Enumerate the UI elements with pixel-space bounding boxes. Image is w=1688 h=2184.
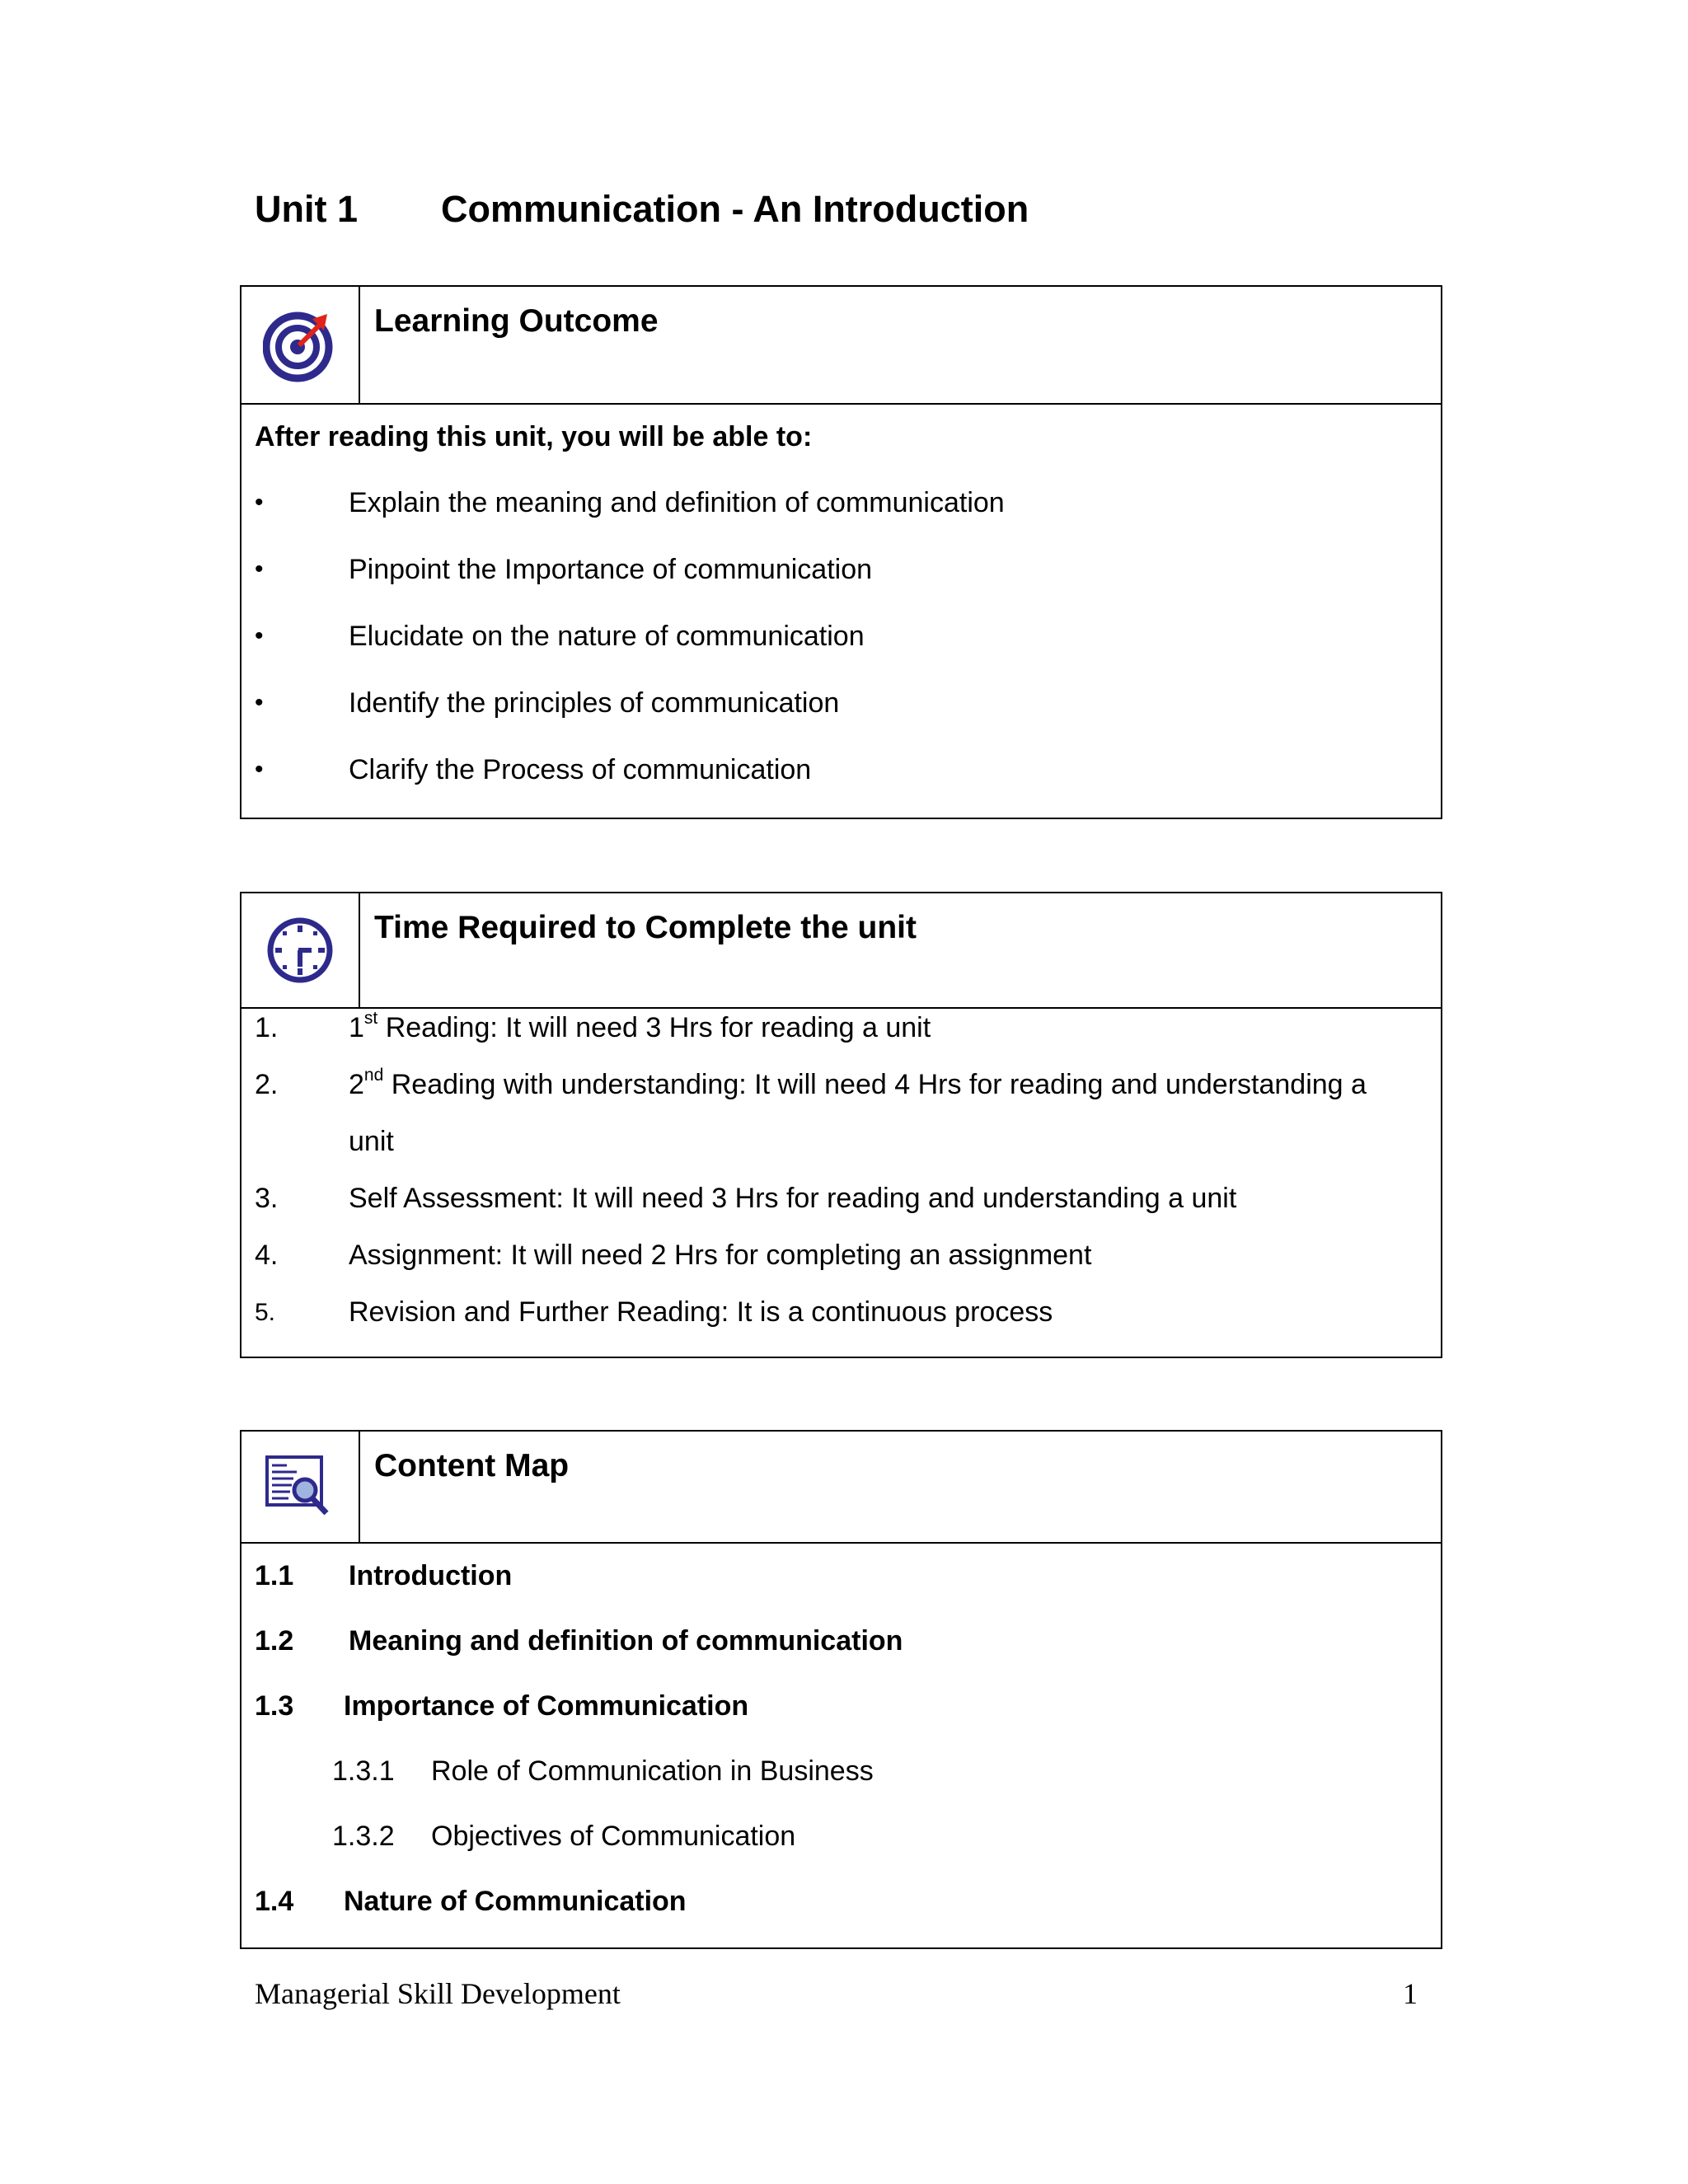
time-item-number: 2. — [255, 1069, 279, 1100]
learning-outcome-item: Elucidate on the nature of communication — [349, 621, 865, 652]
time-item-text: 2nd Reading with understanding: It will need 4 Hrs for reading and understanding a — [349, 1065, 1367, 1100]
content-item-number: 1.4 — [255, 1886, 294, 1917]
time-item-text: Self Assessment: It will need 3 Hrs for reading and understanding a unit — [349, 1183, 1237, 1214]
footer-page-number: 1 — [1403, 1977, 1418, 2010]
time-item-number: 5. — [255, 1299, 276, 1326]
learning-outcome-box — [240, 285, 1442, 819]
content-item-label: Introduction — [349, 1560, 513, 1591]
time-item-text: 1st Reading: It will need 3 Hrs for reading a unit — [349, 1008, 931, 1043]
content-subitem-number: 1.3.2 — [332, 1821, 395, 1852]
target-icon — [263, 307, 337, 383]
learning-outcome-item: Identify the principles of communication — [349, 687, 840, 719]
content-item-number: 1.2 — [255, 1625, 294, 1657]
learning-outcome-header — [241, 287, 1441, 405]
content-item-label: Meaning and definition of communication — [349, 1625, 903, 1657]
unit-number: Unit 1 — [255, 188, 359, 230]
learning-outcome-item: Clarify the Process of communication — [349, 754, 812, 785]
content-subitem-label: Role of Communication in Business — [431, 1755, 874, 1787]
clock-icon — [265, 916, 335, 985]
bullet-icon: • — [255, 756, 264, 783]
unit-title: Communication - An Introduction — [441, 188, 1029, 230]
unit-heading — [255, 188, 1029, 231]
content-map-title: Content Map — [374, 1448, 570, 1483]
content-map-header — [241, 1432, 1441, 1544]
learning-outcome-title: Learning Outcome — [374, 303, 659, 339]
content-map-box — [240, 1430, 1442, 1949]
time-item-text: Revision and Further Reading: It is a continuous process — [349, 1296, 1053, 1328]
content-item-label: Importance of Communication — [344, 1690, 749, 1722]
content-item-label: Nature of Communication — [344, 1886, 687, 1917]
bullet-icon: • — [255, 622, 264, 649]
time-item-text: Assignment: It will need 2 Hrs for completing an assignment — [349, 1240, 1092, 1271]
bullet-icon: • — [255, 489, 264, 516]
content-item-number: 1.1 — [255, 1560, 294, 1591]
bullet-icon: • — [255, 555, 264, 583]
time-required-title: Time Required to Complete the unit — [374, 910, 917, 945]
time-item-number: 4. — [255, 1240, 279, 1271]
learning-outcome-item: Pinpoint the Importance of communication — [349, 554, 873, 585]
content-item-number: 1.3 — [255, 1690, 294, 1722]
time-required-header — [241, 893, 1441, 1009]
document-search-icon — [264, 1454, 336, 1520]
time-item-number: 3. — [255, 1183, 279, 1214]
bullet-icon: • — [255, 689, 264, 716]
time-required-box — [240, 892, 1442, 1358]
content-subitem-number: 1.3.1 — [332, 1755, 395, 1787]
footer-book-title: Managerial Skill Development — [255, 1977, 621, 2010]
learning-outcome-item: Explain the meaning and definition of communication — [349, 487, 1005, 518]
time-item-number: 1. — [255, 1012, 279, 1043]
content-subitem-label: Objectives of Communication — [431, 1821, 796, 1852]
time-item-continuation: unit — [349, 1126, 394, 1157]
learning-outcome-intro: After reading this unit, you will be able to: — [255, 421, 813, 452]
